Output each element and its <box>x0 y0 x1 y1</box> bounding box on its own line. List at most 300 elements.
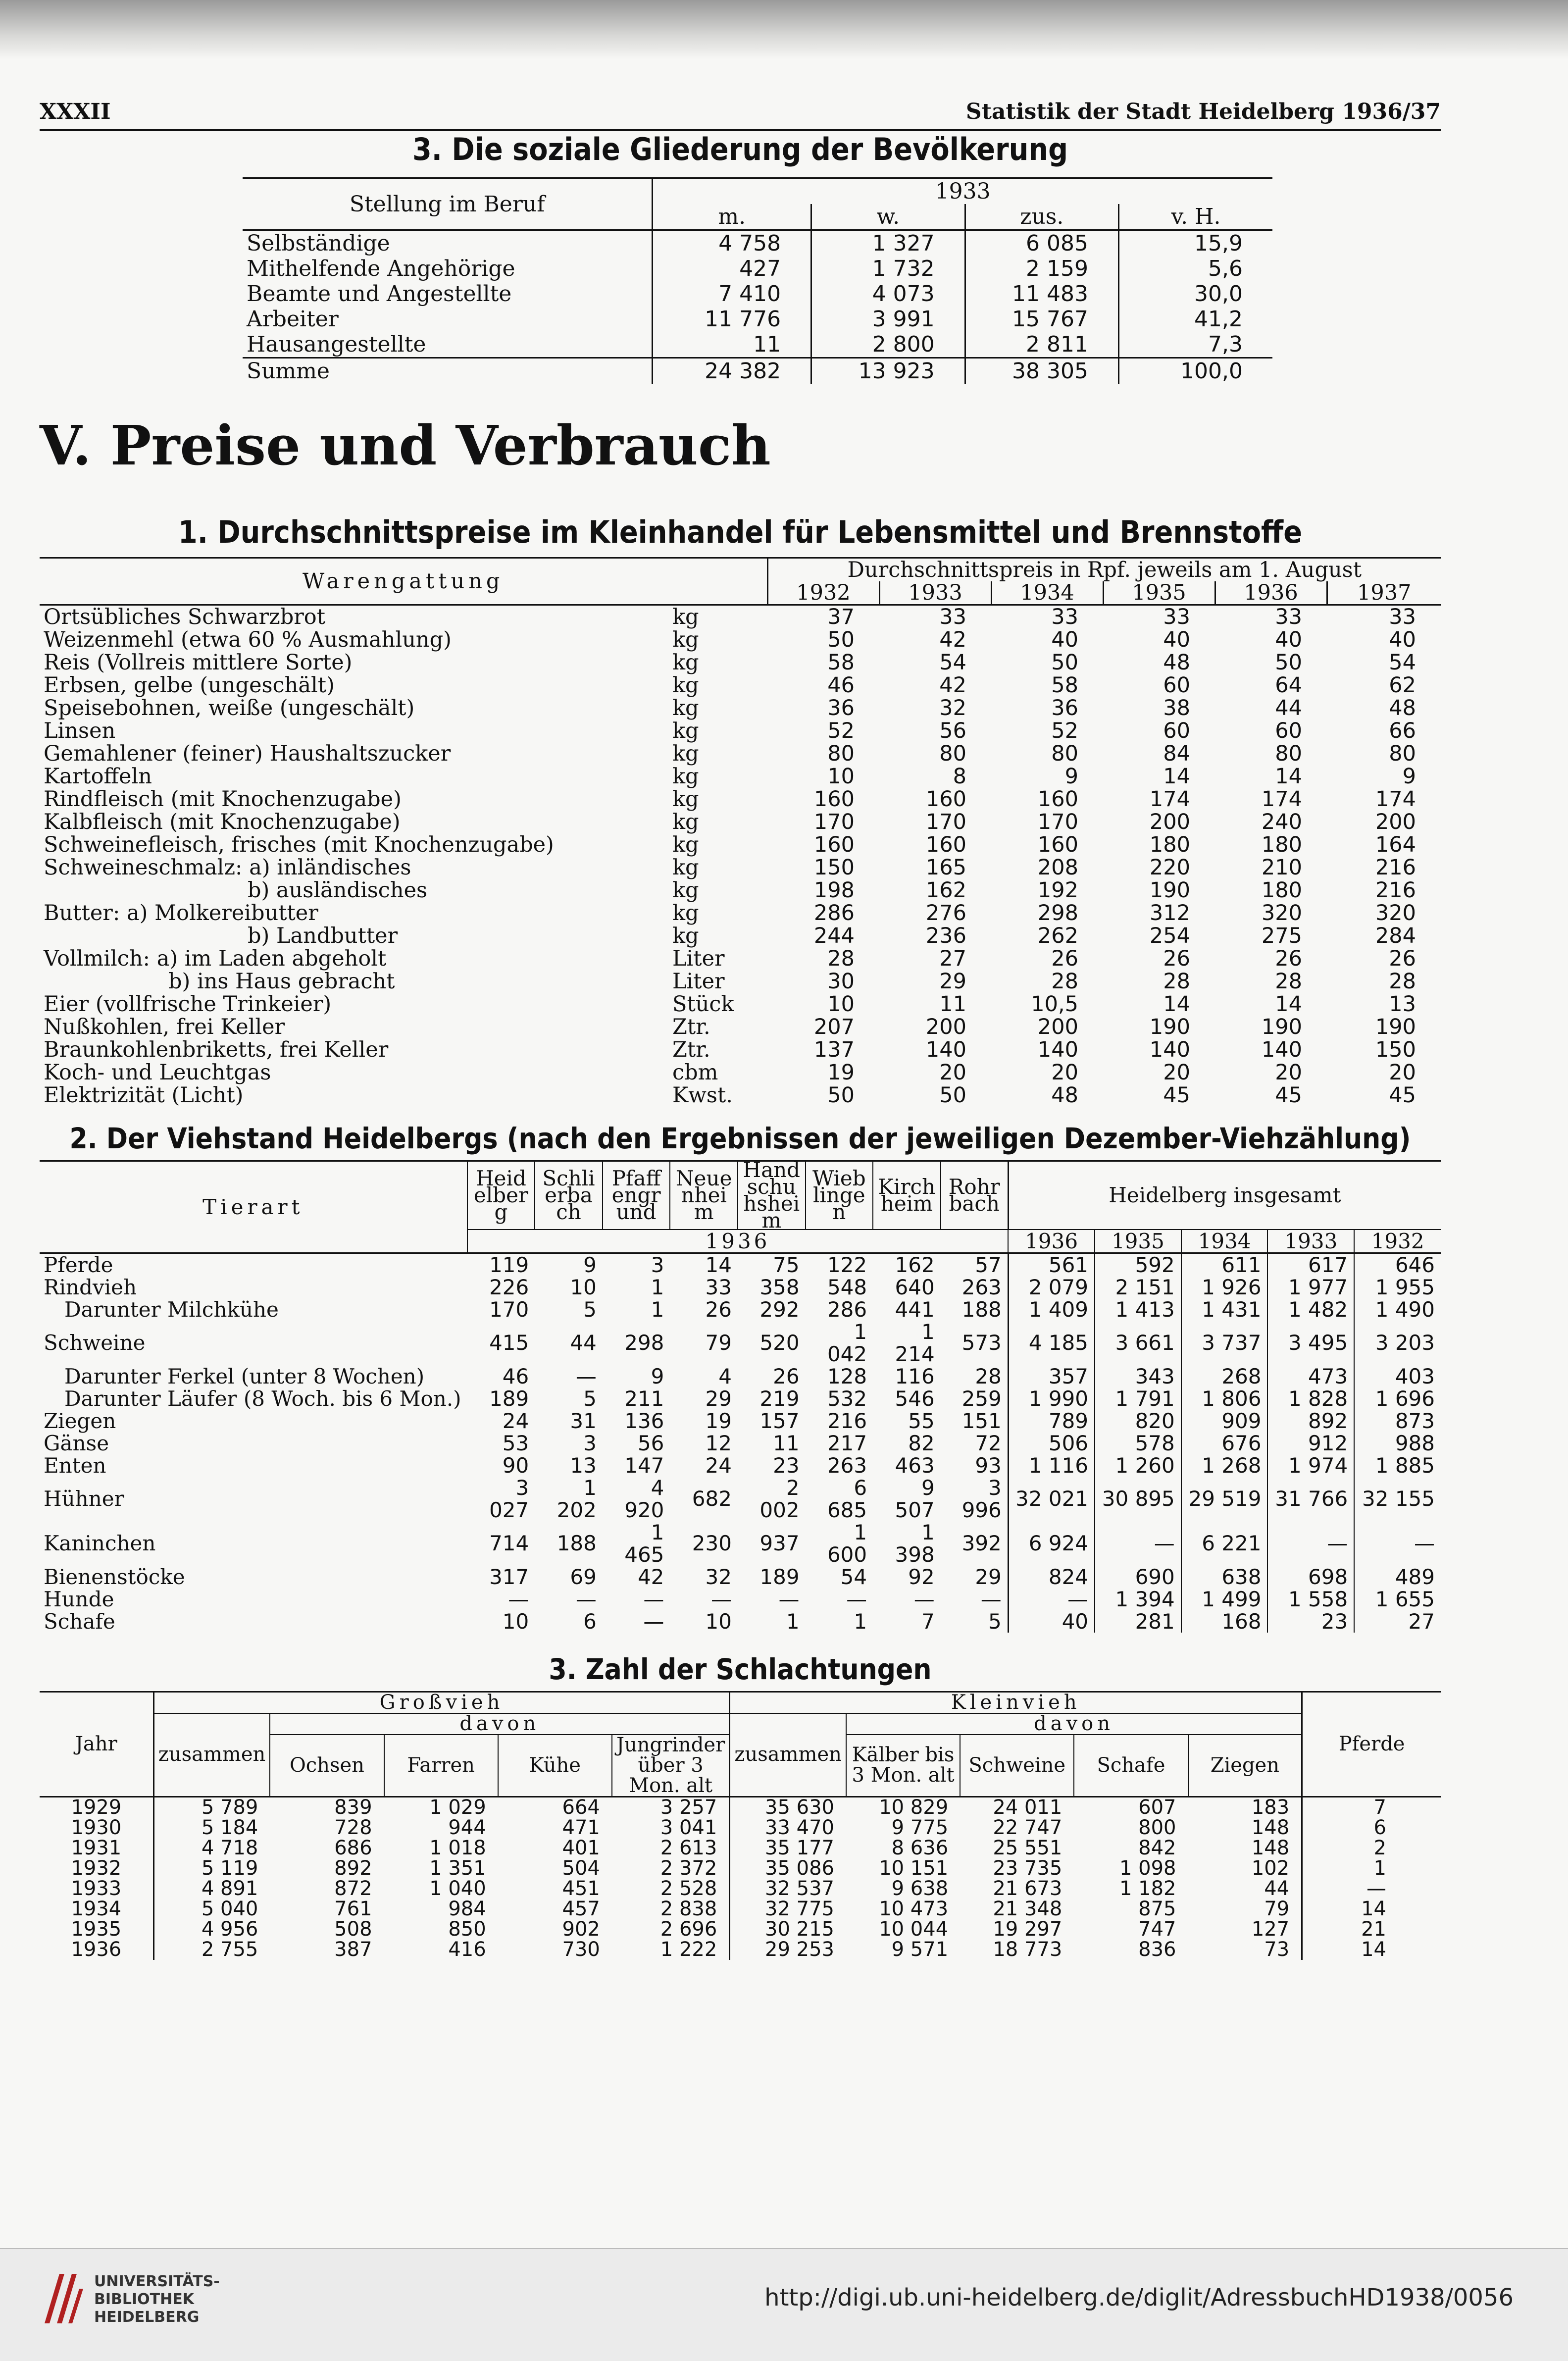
cell: 28 <box>975 1364 1002 1388</box>
cell: 24 382 <box>653 358 811 384</box>
unit: Kwst. <box>672 1082 733 1108</box>
social-col-head: zus. <box>965 204 1118 230</box>
cell: 1 885 <box>1354 1454 1441 1477</box>
cell: 13 <box>1389 991 1416 1017</box>
cell: 2 079 <box>1008 1276 1095 1298</box>
total-head: zusammen <box>730 1713 846 1797</box>
cell: 4 920 <box>624 1475 664 1522</box>
cell: 984 <box>448 1897 486 1920</box>
cell: 29 519 <box>1181 1477 1268 1521</box>
table-row <box>40 1084 1441 1107</box>
row-label: Selbständige <box>247 231 390 256</box>
cell: 190 <box>1261 1014 1302 1039</box>
cell: 1 977 <box>1267 1276 1354 1298</box>
cell: 36 <box>1051 695 1078 720</box>
row-label: Koch- und Leuchtgas <box>44 1060 271 1085</box>
table-row <box>40 1298 1441 1321</box>
cell: 174 <box>1149 786 1190 812</box>
cell: 80 <box>939 741 966 766</box>
cell: 5,6 <box>1119 256 1272 281</box>
cell: 1 431 <box>1181 1298 1268 1321</box>
cell: 32 155 <box>1354 1477 1441 1521</box>
cell: 686 <box>334 1836 372 1859</box>
cell: 451 <box>562 1877 600 1900</box>
cell: 79 <box>1264 1897 1290 1920</box>
cell: 119 <box>489 1252 529 1277</box>
unit: kg <box>672 900 699 925</box>
social-col-head: m. <box>653 204 811 230</box>
cell: 148 <box>1251 1816 1290 1839</box>
cell: 45 <box>1389 1082 1416 1108</box>
cell: 343 <box>1095 1365 1181 1387</box>
cell: 64 <box>1275 672 1302 698</box>
cell: 298 <box>1037 900 1078 925</box>
cell: 2 151 <box>1095 1276 1181 1298</box>
cell: 160 <box>813 786 855 812</box>
cell: 30,0 <box>1119 281 1272 307</box>
cell: 9 507 <box>895 1475 935 1522</box>
unit: kg <box>672 764 699 789</box>
cell: 4 718 <box>153 1838 270 1858</box>
cell: 800 <box>1138 1816 1176 1839</box>
cell: 1 <box>854 1609 867 1634</box>
unit: kg <box>672 786 699 812</box>
cell: 1 018 <box>429 1836 486 1859</box>
cell: — <box>575 1587 597 1611</box>
cell: 24 <box>502 1408 529 1433</box>
row-label: Darunter Läufer (8 Woch. bis 6 Mon.) <box>64 1386 461 1411</box>
table-row <box>40 788 1441 811</box>
cell: 698 <box>1267 1566 1354 1588</box>
row-label: Arbeiter <box>247 307 339 332</box>
cell: 127 <box>1251 1917 1290 1941</box>
sub-head: Ochsen <box>270 1735 384 1797</box>
cell: 4 073 <box>811 281 965 307</box>
cell: 32 775 <box>730 1899 846 1919</box>
row-label: Kalbfleisch (mit Knochenzugabe) <box>44 809 401 834</box>
table-row <box>40 1566 1441 1588</box>
cell: 48 <box>1389 695 1416 720</box>
cell: 9 <box>651 1364 664 1388</box>
unit: kg <box>672 832 699 857</box>
cell: 3 495 <box>1267 1321 1354 1365</box>
cell: 219 <box>759 1386 800 1411</box>
cell: 28 <box>1275 969 1302 994</box>
unit: Liter <box>672 969 725 994</box>
row-label: Mithelfende Angehörige <box>247 256 515 281</box>
row-label: b) Landbutter <box>248 923 398 948</box>
unit: kg <box>672 650 699 675</box>
cell: 872 <box>334 1877 372 1900</box>
unit: Ztr. <box>672 1014 710 1039</box>
cell: 20 <box>1275 1060 1302 1085</box>
row-label: Elektrizität (Licht) <box>44 1082 244 1108</box>
unit: kg <box>672 809 699 834</box>
sub-head: Kühe <box>498 1735 612 1797</box>
row-label: Hühner <box>44 1487 124 1511</box>
cell: 200 <box>1149 809 1190 834</box>
cell: 52 <box>827 718 855 743</box>
cell: 7,3 <box>1119 332 1272 358</box>
cell: 42 <box>939 672 966 698</box>
cell: 10 <box>827 991 855 1017</box>
cell: 1 116 <box>1008 1454 1095 1477</box>
cell: 35 630 <box>730 1796 846 1818</box>
cell: 578 <box>1095 1432 1181 1454</box>
cell: 30 <box>827 969 855 994</box>
section-social-title: 3. Die soziale Gliederung der Bevölkerung <box>412 131 1068 167</box>
cell: 15 767 <box>965 307 1118 332</box>
cell: 912 <box>1267 1432 1354 1454</box>
cell: 42 <box>637 1564 664 1589</box>
table-row <box>40 1061 1441 1084</box>
cell: 48 <box>1051 1082 1078 1108</box>
cell: 40 <box>1275 627 1302 652</box>
year-head: 1935 <box>1095 1230 1181 1253</box>
cell: 75 <box>773 1252 800 1277</box>
table-row <box>40 1321 1441 1365</box>
cell: 320 <box>1261 900 1302 925</box>
cell: 836 <box>1138 1938 1176 1961</box>
cell: 27 <box>939 946 966 971</box>
cell: 9 775 <box>891 1816 949 1839</box>
cell: 9 <box>1064 764 1078 789</box>
cell: 122 <box>827 1252 867 1277</box>
cell: 6 221 <box>1181 1521 1268 1566</box>
cell: 157 <box>759 1408 800 1433</box>
cell: 1 222 <box>660 1938 717 1961</box>
cell: 387 <box>334 1938 372 1961</box>
cell: 1 806 <box>1181 1387 1268 1410</box>
table-row <box>40 1016 1441 1038</box>
cell: 180 <box>1261 832 1302 857</box>
cell: 29 <box>939 969 966 994</box>
cell: 254 <box>1149 923 1190 948</box>
cell: — <box>1008 1588 1095 1610</box>
table-row <box>40 697 1441 719</box>
cell: 690 <box>1095 1566 1181 1588</box>
cell: 504 <box>562 1856 600 1880</box>
table-row <box>40 1858 1441 1879</box>
year-cell: 1933 <box>71 1877 122 1900</box>
cell: 320 <box>1375 900 1416 925</box>
cell: 73 <box>1264 1938 1290 1961</box>
table-row <box>40 605 1441 628</box>
cell: 90 <box>502 1453 529 1478</box>
cell: 14 <box>1163 991 1190 1017</box>
cell: — <box>778 1587 800 1611</box>
row-label: Schafe <box>44 1609 115 1634</box>
cell: — <box>508 1587 529 1611</box>
table-row <box>40 1521 1441 1566</box>
cell: 14 <box>1163 764 1190 789</box>
row-label: Linsen <box>44 718 116 743</box>
table-row <box>40 674 1441 697</box>
cell: 14 <box>705 1252 732 1277</box>
cell: 80 <box>1051 741 1078 766</box>
cell: 3 257 <box>660 1796 717 1819</box>
cell: 5 119 <box>153 1858 270 1879</box>
cell: — <box>1267 1521 1354 1566</box>
cell: 2 800 <box>811 332 965 358</box>
cell: 875 <box>1138 1897 1176 1920</box>
table-row <box>40 1410 1441 1432</box>
cell: 520 <box>759 1331 800 1355</box>
cell: 28 <box>827 946 855 971</box>
cell: 56 <box>939 718 966 743</box>
cell: 441 <box>895 1297 935 1322</box>
cell: — <box>1354 1521 1441 1566</box>
year-col-label: Jahr <box>75 1732 117 1755</box>
cell: 1 260 <box>1095 1454 1181 1477</box>
cell: 1 327 <box>811 230 965 257</box>
cell: 31 <box>570 1408 597 1433</box>
table-row <box>40 1276 1441 1298</box>
cell: 37 <box>827 604 855 629</box>
cell: 69 <box>570 1564 597 1589</box>
cell: 4 <box>718 1364 732 1388</box>
cell: 3 <box>583 1431 597 1455</box>
cell: 13 <box>570 1453 597 1478</box>
cell: 240 <box>1261 809 1302 834</box>
cell: 2 613 <box>660 1836 717 1859</box>
cell: 5 <box>583 1297 597 1322</box>
table-row <box>40 1432 1441 1454</box>
cell: 42 <box>939 627 966 652</box>
unit: kg <box>672 741 699 766</box>
cell: 1 413 <box>1095 1298 1181 1321</box>
cell: 14 <box>1275 764 1302 789</box>
cell: 10 044 <box>879 1917 949 1941</box>
unit: Liter <box>672 946 725 971</box>
cell: 392 <box>961 1531 1002 1556</box>
cell: 824 <box>1008 1566 1095 1588</box>
table-row <box>40 833 1441 856</box>
cell: 60 <box>1275 718 1302 743</box>
cell: 148 <box>1251 1836 1290 1859</box>
table-row <box>40 1588 1441 1610</box>
cell: 1 <box>651 1297 664 1322</box>
cell: 3 996 <box>961 1475 1002 1522</box>
cell: 28 <box>1163 969 1190 994</box>
cell: 415 <box>489 1331 529 1355</box>
cell: 275 <box>1261 923 1302 948</box>
cell: 18 773 <box>993 1938 1062 1961</box>
cell: 1 465 <box>624 1520 664 1567</box>
scan-edge <box>0 0 1568 59</box>
district-head: Handschuhsheim <box>738 1161 806 1230</box>
cell: 30 215 <box>730 1919 846 1940</box>
cell: 55 <box>908 1408 935 1433</box>
cell: 944 <box>448 1816 486 1839</box>
cell: 100,0 <box>1119 358 1272 384</box>
cell: 11 483 <box>965 281 1118 307</box>
sub-head: Ziegen <box>1188 1735 1302 1797</box>
cell: 7 <box>921 1609 935 1634</box>
section-prices-title: 1. Durchschnittspreise im Kleinhandel für Lebensmittel und Brennstoffe <box>178 513 1303 550</box>
cell: 546 <box>895 1386 935 1411</box>
row-label: Nußkohlen, frei Keller <box>44 1014 285 1039</box>
unit: cbm <box>672 1060 718 1085</box>
cell: 23 <box>773 1453 800 1478</box>
cell: 1 791 <box>1095 1387 1181 1410</box>
prices-span-label: Durchschnittspreis in Rpf. jeweils am 1. August <box>767 558 1441 581</box>
cell: 11 776 <box>653 307 811 332</box>
cell: 4 758 <box>653 230 811 257</box>
slaughter-table <box>40 1691 1441 1960</box>
row-label: Kartoffeln <box>44 764 152 789</box>
cell: 416 <box>448 1938 486 1961</box>
cell: 170 <box>1037 809 1078 834</box>
year-head: 1932 <box>767 581 879 605</box>
cell: 4 891 <box>153 1879 270 1899</box>
cell: 40 <box>1389 627 1416 652</box>
cell: 40 <box>1163 627 1190 652</box>
cell: 189 <box>759 1564 800 1589</box>
cell: 548 <box>827 1275 867 1299</box>
cell: 33 <box>939 604 966 629</box>
cell: 140 <box>925 1037 966 1062</box>
cell: 2 002 <box>759 1475 800 1522</box>
unit: kg <box>672 923 699 948</box>
page-number: XXXII <box>40 99 111 124</box>
cell: 281 <box>1095 1610 1181 1633</box>
year-head: 1937 <box>1327 581 1441 605</box>
table-row <box>243 256 1272 281</box>
cell: 82 <box>908 1431 935 1455</box>
cell: 573 <box>961 1331 1002 1355</box>
table-row <box>40 1610 1441 1633</box>
table-row <box>40 1818 1441 1838</box>
row-label: Enten <box>44 1453 106 1478</box>
cell: 40 <box>1008 1610 1095 1633</box>
cell: 226 <box>489 1275 529 1299</box>
cell: 52 <box>1051 718 1078 743</box>
cell: 168 <box>1181 1610 1268 1633</box>
cell: 317 <box>489 1564 529 1589</box>
year-head: 1934 <box>1181 1230 1268 1253</box>
row-label: Summe <box>247 359 330 384</box>
table-row <box>40 1838 1441 1858</box>
year-head: 1936 <box>1215 581 1327 605</box>
cell: 24 011 <box>993 1796 1062 1819</box>
table-row <box>40 628 1441 651</box>
cell: 909 <box>1181 1410 1268 1432</box>
cell: 54 <box>939 650 966 675</box>
cell: 50 <box>827 1082 855 1108</box>
row-label: Erbsen, gelbe (ungeschält) <box>44 672 335 698</box>
cell: 1 042 <box>827 1319 867 1366</box>
cell: 50 <box>827 627 855 652</box>
cell: 312 <box>1149 900 1190 925</box>
year-cell: 1929 <box>71 1796 122 1819</box>
cell: 640 <box>895 1275 935 1299</box>
cell: 1 <box>651 1275 664 1299</box>
cell: 2 <box>1302 1838 1441 1858</box>
cell: 358 <box>759 1275 800 1299</box>
cell: 10 <box>827 764 855 789</box>
cell: 58 <box>1051 672 1078 698</box>
cell: 44 <box>1275 695 1302 720</box>
cell: 357 <box>1008 1365 1095 1387</box>
cell: 20 <box>1163 1060 1190 1085</box>
cell: 116 <box>895 1364 935 1388</box>
row-label: Beamte und Angestellte <box>247 281 512 307</box>
cell: 902 <box>562 1917 600 1941</box>
cell: 298 <box>624 1331 664 1355</box>
row-label: Kaninchen <box>44 1531 156 1556</box>
cell: 11 <box>653 332 811 358</box>
horses-head: Pferde <box>1302 1692 1441 1796</box>
table-row <box>40 1387 1441 1410</box>
district-head: Heidelberg <box>467 1161 535 1230</box>
cell: 44 <box>570 1331 597 1355</box>
cell: 1 828 <box>1267 1387 1354 1410</box>
cell: 638 <box>1181 1566 1268 1588</box>
cell: 3 737 <box>1181 1321 1268 1365</box>
livestock-col-label: Tierart <box>202 1194 304 1219</box>
cell: 56 <box>637 1431 664 1455</box>
district-head: Neuenheim <box>670 1161 738 1230</box>
cell: 46 <box>827 672 855 698</box>
year-head: 1933 <box>879 581 991 605</box>
cell: 1 182 <box>1119 1877 1176 1900</box>
cell: 664 <box>562 1796 600 1819</box>
cell: 38 305 <box>965 358 1118 384</box>
cell: 29 <box>975 1564 1002 1589</box>
cell: 1 955 <box>1354 1276 1441 1298</box>
table-row <box>40 742 1441 765</box>
cell: 23 <box>1267 1610 1354 1633</box>
cell: 236 <box>925 923 966 948</box>
cell: 2 372 <box>660 1856 717 1880</box>
cell: 9 571 <box>891 1938 949 1961</box>
cell: 10 <box>570 1275 597 1299</box>
cell: 33 <box>1051 604 1078 629</box>
cell: 140 <box>1037 1037 1078 1062</box>
cell: 20 <box>939 1060 966 1085</box>
cell: 1 214 <box>895 1319 935 1366</box>
cell: 3 041 <box>660 1816 717 1839</box>
cell: 747 <box>1138 1917 1176 1941</box>
year-head: 1934 <box>991 581 1103 605</box>
source-url-link[interactable]: http://digi.ub.uni-heidelberg.de/diglit/AdressbuchHD1938/0056 <box>764 2284 1514 2311</box>
row-label: Darunter Milchkühe <box>64 1297 279 1322</box>
cell: 286 <box>813 900 855 925</box>
table-row <box>40 1940 1441 1960</box>
cell: 839 <box>334 1796 372 1819</box>
cell: 276 <box>925 900 966 925</box>
cell: 208 <box>1037 855 1078 880</box>
table-row <box>40 856 1441 879</box>
row-label: Reis (Vollreis mittlere Sorte) <box>44 650 353 675</box>
cell: 28 <box>1389 969 1416 994</box>
cell: 79 <box>705 1331 732 1355</box>
cell: 6 085 <box>965 230 1118 257</box>
cell: 26 <box>1163 946 1190 971</box>
cell: 188 <box>556 1531 597 1556</box>
cell: 165 <box>925 855 966 880</box>
cell: 28 <box>1051 969 1078 994</box>
cell: 2 696 <box>660 1917 717 1941</box>
cell: 33 470 <box>730 1818 846 1838</box>
cell: — <box>710 1587 732 1611</box>
cell: 33 <box>1389 604 1416 629</box>
table-row <box>40 1253 1441 1276</box>
row-label: Schweinefleisch, frisches (mit Knochenzugabe) <box>44 832 554 857</box>
cell: 292 <box>759 1297 800 1322</box>
cell: 207 <box>813 1014 855 1039</box>
